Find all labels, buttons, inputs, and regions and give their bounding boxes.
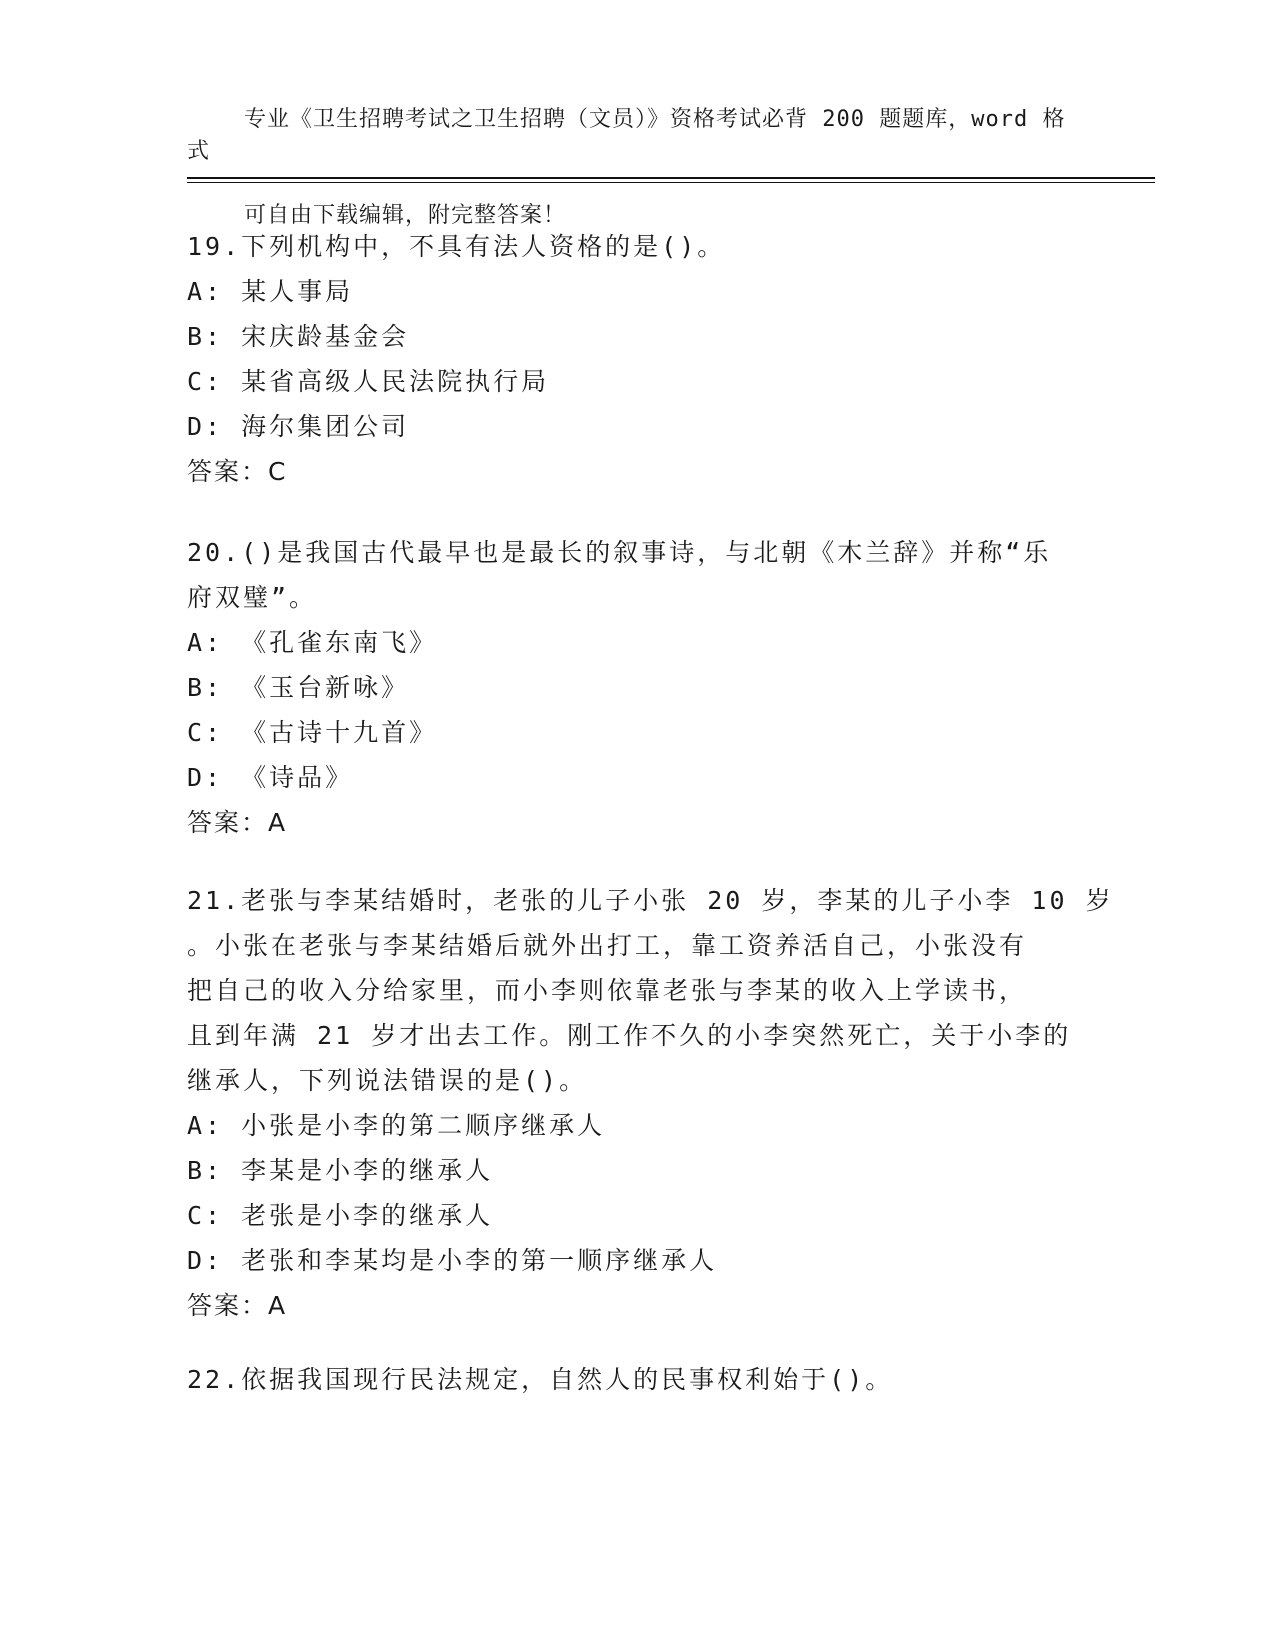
- question-stem-continued: 。小张在老张与李某结婚后就外出打工，靠工资养活自己，小张没有: [187, 931, 1028, 960]
- question-stem: 22.依据我国现行民法规定，自然人的民事权利始于()。: [187, 1365, 894, 1394]
- option-c: C: 老张是小李的继承人: [187, 1201, 494, 1230]
- question-stem: 21.老张与李某结婚时，老张的儿子小张 20 岁，李某的儿子小李 10 岁: [187, 886, 1114, 915]
- answer-label: 答案：A: [187, 1291, 288, 1320]
- question-19: [187, 224, 1087, 494]
- question-stem-continued: 且到年满 21 岁才出去工作。刚工作不久的小李突然死亡，关于小李的: [187, 1021, 1072, 1050]
- option-d: D: 老张和李某均是小李的第一顺序继承人: [187, 1246, 718, 1275]
- question-20: [187, 530, 1087, 845]
- option-c: C: 某省高级人民法院执行局: [187, 367, 550, 396]
- option-a: A: 小张是小李的第二顺序继承人: [187, 1111, 606, 1140]
- question-stem: 20.()是我国古代最早也是最长的叙事诗，与北朝《木兰辞》并称“乐: [187, 538, 1052, 567]
- question-stem: 19.下列机构中，不具有法人资格的是()。: [187, 232, 726, 261]
- option-a: A: 某人事局: [187, 277, 354, 306]
- question-21: [187, 878, 1114, 1328]
- header-line-1: 专业《卫生招聘考试之卫生招聘（文员）》资格考试必背 200 题题库，word 格式: [187, 107, 1066, 164]
- option-d: D: 《诗品》: [187, 763, 354, 792]
- option-c: C: 《古诗十九首》: [187, 718, 438, 747]
- question-stem-continued: 继承人，下列说法错误的是()。: [187, 1066, 588, 1095]
- header-line-2: 可自由下载编辑，附完整答案！: [243, 203, 566, 228]
- option-a: A: 《孔雀东南飞》: [187, 628, 438, 657]
- question-stem-continued: 府双璧”。: [187, 583, 318, 612]
- question-22: [187, 1357, 1087, 1402]
- option-b: B: 《玉台新咏》: [187, 673, 410, 702]
- header-divider-thick: [187, 177, 1155, 179]
- option-b: B: 宋庆龄基金会: [187, 322, 410, 351]
- question-stem-continued: 把自己的收入分给家里，而小李则依靠老张与李某的收入上学读书，: [187, 976, 1028, 1005]
- answer-label: 答案：A: [187, 808, 288, 837]
- header-divider-thin: [187, 182, 1155, 183]
- answer-label: 答案：C: [187, 457, 288, 486]
- option-b: B: 李某是小李的继承人: [187, 1156, 494, 1185]
- option-d: D: 海尔集团公司: [187, 412, 410, 441]
